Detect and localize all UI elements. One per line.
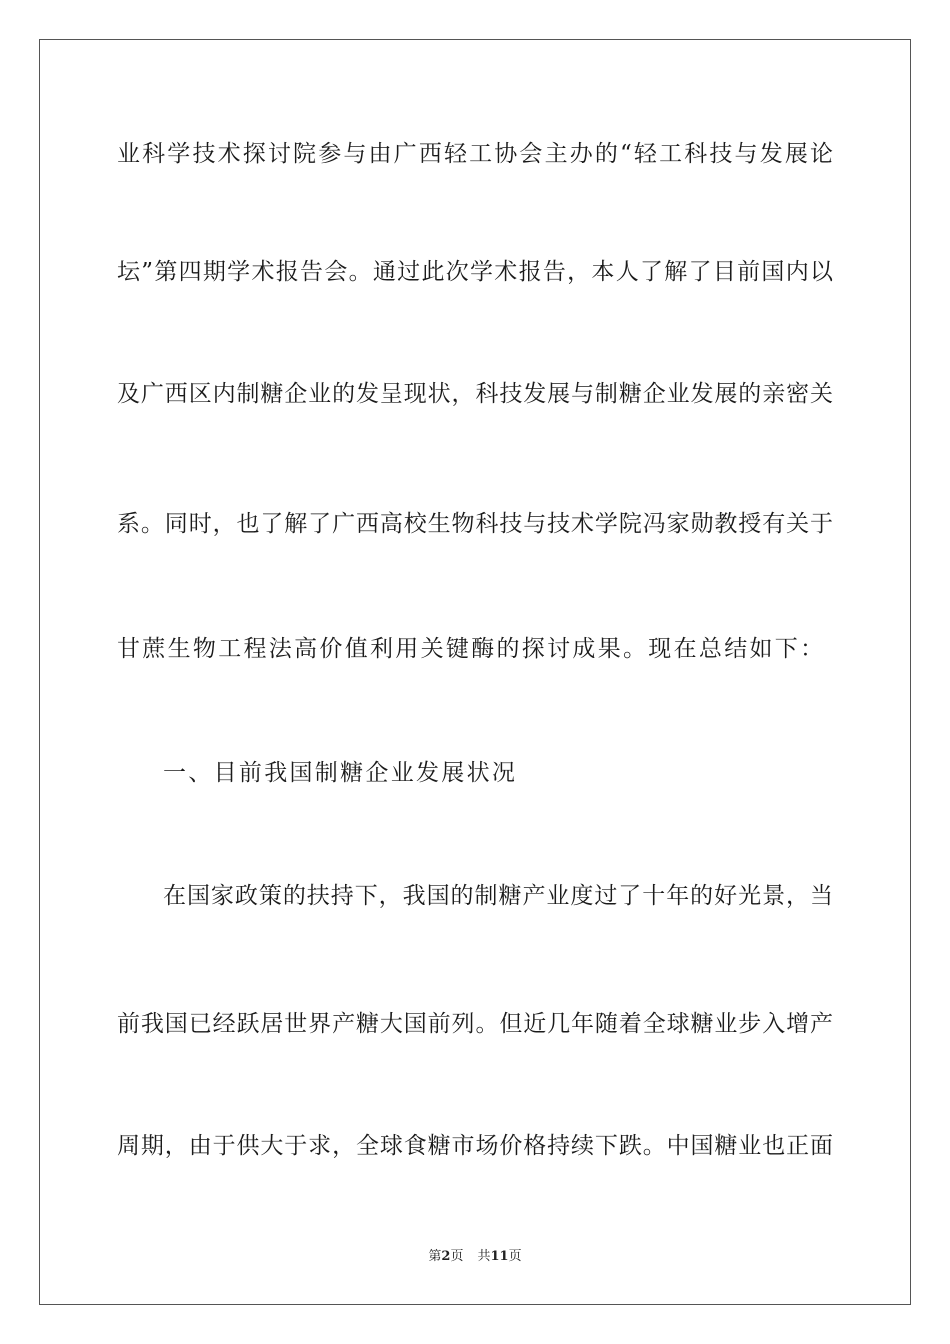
page-label-prefix: 第 bbox=[428, 1249, 442, 1264]
paragraph-first-line: 在国家政策的扶持下，我国的制糖产业度过了十年的好光景，当 bbox=[163, 883, 833, 909]
page-number: 2 bbox=[441, 1249, 451, 1264]
page-border bbox=[39, 39, 911, 1305]
body-text-line: 坛”第四期学术报告会。通过此次学术报告，本人了解了目前国内以 bbox=[117, 259, 833, 285]
body-text-line: 甘蔗生物工程法高价值利用关键酶的探讨成果。现在总结如下： bbox=[117, 636, 826, 662]
total-label-suffix: 页 bbox=[508, 1249, 522, 1264]
page-total: 11 bbox=[490, 1249, 509, 1264]
body-text-line: 周期，由于供大于求，全球食糖市场价格持续下跌。中国糖业也正面 bbox=[117, 1133, 833, 1159]
body-text-line: 前我国已经跃居世界产糖大国前列。但近几年随着全球糖业步入增产 bbox=[117, 1011, 833, 1037]
page-footer bbox=[0, 1249, 950, 1265]
section-heading: 一、目前我国制糖企业发展状况 bbox=[163, 760, 518, 786]
page-label-suffix: 页 bbox=[450, 1249, 464, 1264]
total-label-prefix: 共 bbox=[477, 1249, 491, 1264]
body-text-line: 业科学技术探讨院参与由广西轻工协会主办的“轻工科技与发展论 bbox=[117, 141, 833, 167]
body-text-line: 及广西区内制糖企业的发呈现状，科技发展与制糖企业发展的亲密关 bbox=[117, 381, 833, 407]
body-text-line: 系。同时，也了解了广西高校生物科技与技术学院冯家勋教授有关于 bbox=[117, 511, 833, 537]
